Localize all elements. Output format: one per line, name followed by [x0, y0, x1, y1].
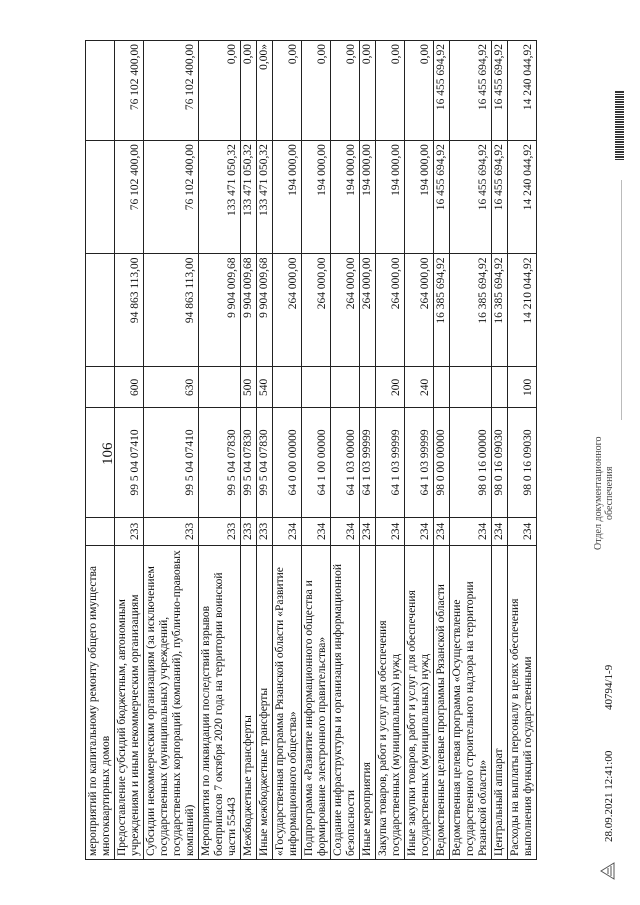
cell-s1: 264 000,00	[376, 254, 405, 367]
footer-doc-id: 40794/1-9	[603, 664, 615, 710]
cell-ved: 234	[302, 517, 331, 546]
cell-ved	[86, 517, 115, 546]
cell-s3: 0,00	[360, 41, 376, 141]
cell-vr	[273, 367, 302, 408]
cell-csr: 64 1 03 99999	[376, 408, 405, 517]
cell-ved: 233	[241, 517, 257, 546]
cell-s3: 16 455 694,92	[492, 41, 508, 141]
cell-csr	[86, 408, 115, 517]
cell-s3	[86, 41, 115, 141]
cell-s1: 9 904 009,68	[199, 254, 241, 367]
budget-table-body	[86, 41, 537, 860]
table-row	[508, 41, 537, 860]
cell-s1: 94 863 113,00	[115, 254, 144, 367]
cell-ved: 234	[405, 517, 434, 546]
cell-vr	[360, 367, 376, 408]
cell-s1: 9 904 009,68	[257, 254, 273, 367]
cell-name: Иные мероприятия	[360, 546, 376, 860]
cell-s3: 0,00	[302, 41, 331, 141]
cell-csr: 99 5 04 07830	[199, 408, 241, 517]
cell-s2: 194 000,00	[302, 141, 331, 254]
cell-vr	[434, 367, 450, 408]
cell-s1: 264 000,00	[405, 254, 434, 367]
cell-ved: 234	[450, 517, 492, 546]
cell-vr	[450, 367, 492, 408]
cell-s3: 0,00	[331, 41, 360, 141]
cell-name: Создание инфраструктуры и организация информационной безопасности	[331, 546, 360, 860]
cell-s2: 14 240 044,92	[508, 141, 537, 254]
cell-s1: 264 000,00	[273, 254, 302, 367]
page-number: 106	[100, 442, 116, 465]
cell-ved: 234	[508, 517, 537, 546]
cell-ved: 234	[492, 517, 508, 546]
cell-s3: 76 102 400,00	[144, 41, 199, 141]
cell-s1: 16 385 694,92	[450, 254, 492, 367]
table-row	[376, 41, 405, 860]
cell-csr: 98 0 16 00000	[450, 408, 492, 517]
cell-vr	[331, 367, 360, 408]
table-row	[492, 41, 508, 860]
table-row	[450, 41, 492, 860]
cell-vr: 200	[376, 367, 405, 408]
cell-csr: 64 1 03 99999	[360, 408, 376, 517]
cell-s1	[86, 254, 115, 367]
cell-s2: 76 102 400,00	[144, 141, 199, 254]
cell-csr: 99 5 04 07410	[144, 408, 199, 517]
cell-s2: 194 000,00	[331, 141, 360, 254]
cell-s2: 194 000,00	[405, 141, 434, 254]
cell-s3: 0,00	[241, 41, 257, 141]
cell-name: Иные межбюджетные трансферты	[257, 546, 273, 860]
cell-csr: 64 1 03 99999	[405, 408, 434, 517]
budget-table	[85, 40, 537, 860]
cell-s2	[86, 141, 115, 254]
cell-vr	[492, 367, 508, 408]
cell-name: Центральный аппарат	[492, 546, 508, 860]
cell-ved: 234	[331, 517, 360, 546]
cell-ved: 233	[257, 517, 273, 546]
cell-ved: 233	[144, 517, 199, 546]
cell-s2: 16 455 694,92	[434, 141, 450, 254]
table-row	[302, 41, 331, 860]
cell-vr	[199, 367, 241, 408]
cell-s3: 0,00»	[257, 41, 273, 141]
cell-csr: 64 0 00 00000	[273, 408, 302, 517]
cell-csr: 99 5 04 07830	[241, 408, 257, 517]
cell-name: Предоставление субсидий бюджетным, автономным учреждениям и иным некоммерческим организациям	[115, 546, 144, 860]
table-row	[115, 41, 144, 860]
cell-csr: 99 5 04 07410	[115, 408, 144, 517]
cell-ved: 234	[360, 517, 376, 546]
cell-csr: 64 1 00 00000	[302, 408, 331, 517]
cell-s2: 194 000,00	[376, 141, 405, 254]
cell-csr: 99 5 04 07830	[257, 408, 273, 517]
cell-s1: 264 000,00	[360, 254, 376, 367]
table-row	[434, 41, 450, 860]
cell-vr: 540	[257, 367, 273, 408]
cell-vr	[302, 367, 331, 408]
cell-s3: 0,00	[405, 41, 434, 141]
cell-name: «Государственная программа Рязанской области «Развитие информационного общества»	[273, 546, 302, 860]
cell-s1: 94 863 113,00	[144, 254, 199, 367]
cell-s1: 14 210 044,92	[508, 254, 537, 367]
cell-s2: 133 471 050,32	[257, 141, 273, 254]
cell-csr: 64 1 03 00000	[331, 408, 360, 517]
barcode	[615, 90, 624, 160]
cell-s3: 0,00	[273, 41, 302, 141]
cell-name: мероприятий по капитальному ремонту общего имущества многоквартирных домов	[86, 546, 115, 860]
cell-s3: 16 455 694,92	[434, 41, 450, 141]
cell-vr: 630	[144, 367, 199, 408]
cell-s2: 194 000,00	[273, 141, 302, 254]
cell-s1: 9 904 009,68	[241, 254, 257, 367]
cell-vr: 600	[115, 367, 144, 408]
cell-name: Мероприятия по ликвидации последствий взрывов боеприпасов 7 октября 2020 года на территории воинской части 55443	[199, 546, 241, 860]
table-row	[257, 41, 273, 860]
cell-s1: 16 385 694,92	[492, 254, 508, 367]
table-row	[331, 41, 360, 860]
cell-name: Иные закупки товаров, работ и услуг для обеспечения государственных (муниципальных) нужд	[405, 546, 434, 860]
cell-name: Ведомственные целевые программы Рязанской области	[434, 546, 450, 860]
department-stamp	[593, 437, 615, 550]
page-footer	[593, 40, 633, 860]
cell-vr: 500	[241, 367, 257, 408]
cell-s3: 14 240 044,92	[508, 41, 537, 141]
cell-s3: 0,00	[199, 41, 241, 141]
table-row	[241, 41, 257, 860]
cell-s1: 264 000,00	[331, 254, 360, 367]
table-row	[273, 41, 302, 860]
table-row	[86, 41, 115, 860]
cell-s2: 76 102 400,00	[115, 141, 144, 254]
cell-ved: 233	[115, 517, 144, 546]
table-row	[405, 41, 434, 860]
cell-name: Подпрограмма «Развитие информационного общества и формирование электронного правительства»	[302, 546, 331, 860]
cell-ved: 234	[434, 517, 450, 546]
table-row	[199, 41, 241, 860]
stamp-line-1: Отдел документационного	[593, 436, 604, 550]
cell-ved: 234	[376, 517, 405, 546]
cell-s2: 16 455 694,92	[450, 141, 492, 254]
cell-s1: 264 000,00	[302, 254, 331, 367]
cell-name: Субсидии некоммерческим организациям (за исключением государственных (муниципальных) учреждений, государственных корпораций (компаний), публично-правовых компаний)	[144, 546, 199, 860]
cell-s3: 76 102 400,00	[115, 41, 144, 141]
cell-vr: 240	[405, 367, 434, 408]
cell-name: Ведомственная целевая программа «Осуществление государственного строительного надзора на территории Рязанской области»	[450, 546, 492, 860]
cell-s2: 194 000,00	[360, 141, 376, 254]
cell-ved: 234	[273, 517, 302, 546]
cell-ved: 233	[199, 517, 241, 546]
table-row	[360, 41, 376, 860]
cell-s2: 16 455 694,92	[492, 141, 508, 254]
cell-name: Межбюджетные трансферты	[241, 546, 257, 860]
cell-name: Расходы на выплаты персоналу в целях обеспечения выполнения функций государственными	[508, 546, 537, 860]
cell-vr	[86, 367, 115, 408]
footer-timestamp: 28.09.2021 12:41:00	[603, 750, 615, 842]
cell-s1: 16 385 694,92	[434, 254, 450, 367]
stamp-line-2: обеспечения	[604, 466, 615, 520]
cell-name: Закупка товаров, работ и услуг для обеспечения государственных (муниципальных) нужд	[376, 546, 405, 860]
cell-vr: 100	[508, 367, 537, 408]
cell-csr: 98 0 16 09030	[492, 408, 508, 517]
cell-s2: 133 471 050,32	[199, 141, 241, 254]
cell-csr: 98 0 16 09030	[508, 408, 537, 517]
cell-s2: 133 471 050,32	[241, 141, 257, 254]
table-row	[144, 41, 199, 860]
footer-divider	[621, 180, 622, 420]
cell-csr: 98 0 00 00000	[434, 408, 450, 517]
document-logo-icon	[599, 862, 615, 880]
cell-s3: 16 455 694,92	[450, 41, 492, 141]
cell-s3: 0,00	[376, 41, 405, 141]
